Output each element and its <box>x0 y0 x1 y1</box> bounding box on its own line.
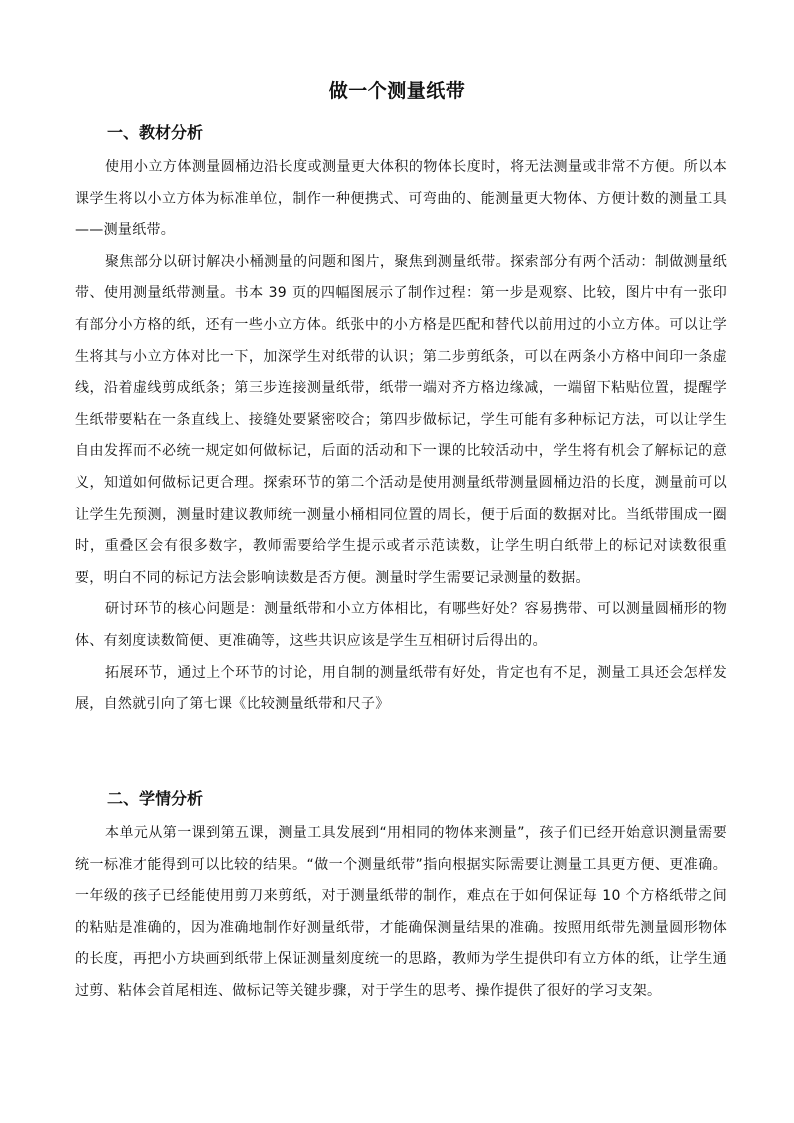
section-heading-student-analysis: 二、学情分析 <box>107 789 204 808</box>
section-body-textbook-analysis <box>75 152 727 721</box>
paragraph: 聚焦部分以研讨解决小桶测量的问题和图片，聚焦到测量纸带。探索部分有两个活动：制做测量纸带、使用测量纸带测量。书本 39 页的四幅图展示了制作过程：第一步是观察、比较，图片中有一张印有部分小方格的纸，还有一些小立方体。纸张中的小方格是匹配和替代以前用过的小立方体。可以让学生将其与小立方体对比一下，加深学生对纸带的认识；第二步剪纸条，可以在两条小方格中间印一条虚线，沿着虚线剪成纸条；第三步连接测量纸带，纸带一端对齐方格边缘减，一端留下粘贴位置，提醒学生纸带要粘在一条直线上、接缝处要紧密咬合；第四步做标记，学生可能有多种标记方法，可以让学生自由发挥而不必统一规定如何做标记，后面的活动和下一课的比较活动中，学生将有机会了解标记的意义，知道如何做标记更合理。探索环节的第二个活动是使用测量纸带测量圆桶边沿的长度，测量前可以让学生先预测，测量时建议教师统一测量小桶相同位置的周长，便于后面的数据对比。当纸带围成一圈时，重叠区会有很多数字，教师需要给学生提示或者示范读数，让学生明白纸带上的标记对读数很重要，明白不同的标记方法会影响读数是否方便。测量时学生需要记录测量的数据。 <box>75 253 727 586</box>
paragraph: 本单元从第一课到第五课，测量工具发展到“用相同的物体来测量”，孩子们已经开始意识测量需要统一标准才能得到可以比较的结果。“做一个测量纸带”指向根据实际需要让测量工具更方便、更准确。一年级的孩子已经能使用剪刀来剪纸，对于测量纸带的制作，难点在于如何保证每 10 个方格纸带之间的粘贴是准确的，因为准确地制作好测量纸带，才能确保测量结果的准确。按照用纸带先测量圆形物体的长度，再把小方块画到纸带上保证测量刻度统一的思路，教师为学生提供印有立方体的纸，让学生通过剪、粘体会首尾相连、做标记等关键步骤，对于学生的思考、操作提供了很好的学习支架。 <box>75 825 727 999</box>
paragraph: 研讨环节的核心问题是：测量纸带和小立方体相比，有哪些好处？容易携带、可以测量圆桶形的物体、有刻度读数简便、更准确等，这些共识应该是学生互相研讨后得出的。 <box>75 601 727 649</box>
section-heading-textbook-analysis: 一、教材分析 <box>107 123 204 142</box>
paragraph: 使用小立方体测量圆桶边沿长度或测量更大体积的物体长度时，将无法测量或非常不方便。所以本课学生将以小立方体为标准单位，制作一种便携式、可弯曲的、能测量更大物体、方便计数的测量工具——测量纸带。 <box>75 159 727 239</box>
section-body-student-analysis <box>75 818 727 1008</box>
page-title: 做一个测量纸带 <box>328 80 466 102</box>
paragraph: 拓展环节，通过上个环节的讨论，用自制的测量纸带有好处，肯定也有不足，测量工具还会怎样发展，自然就引向了第七课《比较测量纸带和尺子》 <box>75 664 727 713</box>
